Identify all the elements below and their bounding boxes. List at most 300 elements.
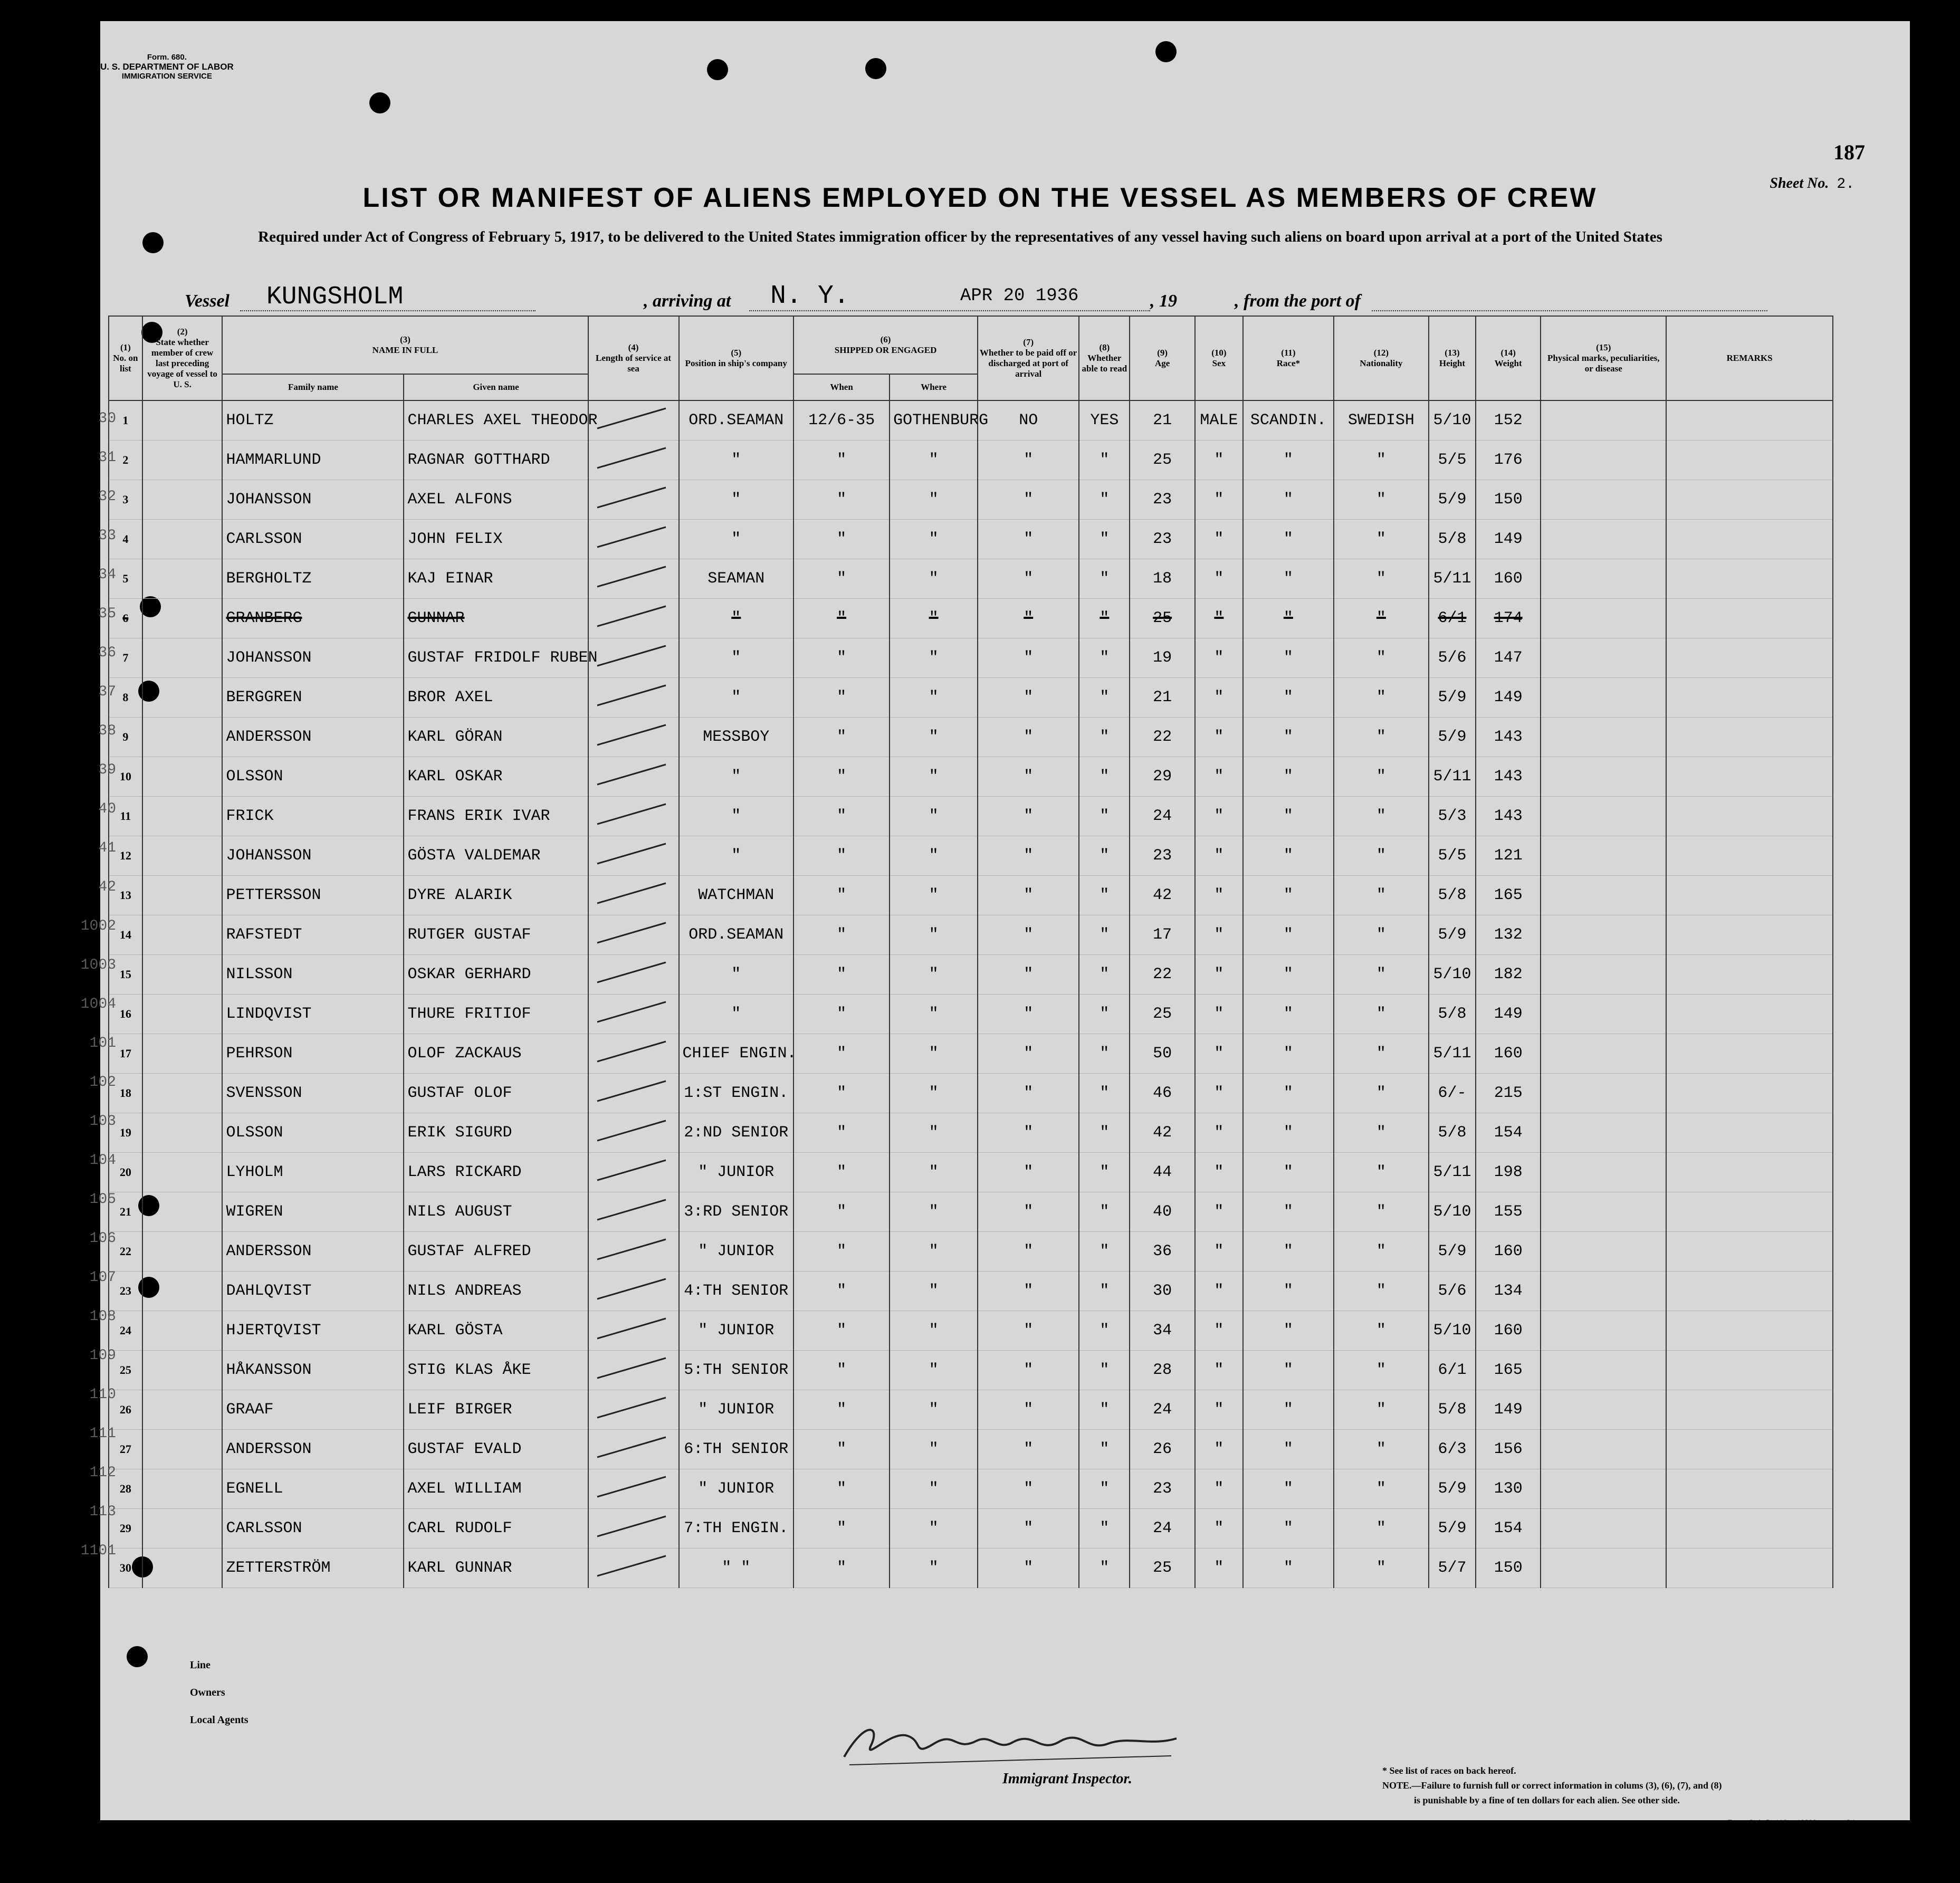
given-name: AXEL ALFONS — [404, 480, 588, 520]
nationality: " — [1334, 1549, 1429, 1588]
age: 30 — [1130, 1272, 1194, 1311]
able-to-read: " — [1079, 1034, 1130, 1074]
col-header-paid-off: (7) Whether to be paid off or discharged at port of arrival — [978, 316, 1079, 400]
age: 40 — [1130, 1192, 1194, 1232]
sex: " — [1195, 559, 1243, 599]
able-to-read: " — [1079, 1351, 1130, 1390]
col-header-sex: (10) Sex — [1195, 316, 1243, 400]
list-number: 16 — [109, 995, 142, 1034]
service-tick-mark — [592, 956, 671, 988]
physical-marks-cell — [1541, 915, 1666, 955]
remarks-cell — [1666, 1074, 1833, 1113]
race: " — [1243, 718, 1334, 757]
table-row — [109, 955, 1833, 995]
able-to-read: " — [1079, 797, 1130, 836]
race: " — [1243, 520, 1334, 559]
nationality: " — [1334, 1232, 1429, 1272]
sex: " — [1195, 1272, 1243, 1311]
paid-off: " — [978, 1430, 1079, 1469]
last-voyage-cell — [142, 1113, 223, 1153]
shipped-when: " — [793, 678, 890, 718]
shipped-when: " — [793, 876, 890, 915]
physical-marks-cell — [1541, 1034, 1666, 1074]
physical-marks-cell — [1541, 1430, 1666, 1469]
col-header-when: When — [793, 374, 890, 400]
family-name: PEHRSON — [222, 1034, 404, 1074]
shipped-when: " — [793, 718, 890, 757]
able-to-read: " — [1079, 1469, 1130, 1509]
list-number: 25 — [109, 1351, 142, 1390]
margin-line-number: 41 — [98, 840, 116, 856]
last-voyage-cell — [142, 1351, 223, 1390]
margin-line-number: 30 — [98, 410, 116, 427]
race: " — [1243, 480, 1334, 520]
able-to-read: " — [1079, 995, 1130, 1034]
family-name: WIGREN — [222, 1192, 404, 1232]
position: 6:TH SENIOR — [679, 1430, 794, 1469]
able-to-read: " — [1079, 1113, 1130, 1153]
remarks-cell — [1666, 757, 1833, 797]
list-number: 24 — [109, 1311, 142, 1351]
list-number: 12 — [109, 836, 142, 876]
sex: " — [1195, 599, 1243, 638]
margin-line-number: 1002 — [80, 918, 116, 934]
remarks-cell — [1666, 480, 1833, 520]
able-to-read: " — [1079, 638, 1130, 678]
able-to-read: " — [1079, 1192, 1130, 1232]
shipped-when: " — [793, 1074, 890, 1113]
table-row — [109, 1390, 1833, 1430]
race: " — [1243, 1549, 1334, 1588]
nationality: " — [1334, 1430, 1429, 1469]
table-row — [109, 400, 1833, 441]
nationality: " — [1334, 638, 1429, 678]
sex: " — [1195, 1549, 1243, 1588]
able-to-read: " — [1079, 1272, 1130, 1311]
race: " — [1243, 915, 1334, 955]
service-tick-mark — [592, 1391, 671, 1423]
race: " — [1243, 638, 1334, 678]
nationality: " — [1334, 1113, 1429, 1153]
physical-marks-cell — [1541, 995, 1666, 1034]
physical-marks-cell — [1541, 1469, 1666, 1509]
margin-line-number: 33 — [98, 528, 116, 544]
sex: " — [1195, 638, 1243, 678]
sex: " — [1195, 441, 1243, 480]
weight: 215 — [1476, 1074, 1541, 1113]
physical-marks-cell — [1541, 638, 1666, 678]
nationality: " — [1334, 757, 1429, 797]
physical-marks-cell — [1541, 1390, 1666, 1430]
family-name: BERGHOLTZ — [222, 559, 404, 599]
able-to-read: " — [1079, 1311, 1130, 1351]
last-voyage-cell — [142, 520, 223, 559]
remarks-cell — [1666, 1509, 1833, 1549]
service-tick-mark — [592, 1273, 671, 1304]
service-tick-mark — [592, 600, 671, 632]
able-to-read: " — [1079, 718, 1130, 757]
last-voyage-cell — [142, 1509, 223, 1549]
list-number: 3 — [109, 480, 142, 520]
position: " JUNIOR — [679, 1390, 794, 1430]
given-name: KAJ EINAR — [404, 559, 588, 599]
punch-hole — [369, 92, 390, 113]
list-number: 2 — [109, 441, 142, 480]
given-name: KARL GÖRAN — [404, 718, 588, 757]
remarks-cell — [1666, 678, 1833, 718]
shipped-when: " — [793, 757, 890, 797]
document-subtitle: Required under Act of Congress of February 5, 1917, to be delivered to the United States immigration officer by the representatives of any vessel having such aliens on board upon arrival at a port of the United States — [258, 228, 1662, 245]
height: 5/9 — [1429, 915, 1476, 955]
table-row — [109, 1113, 1833, 1153]
col-header-last-voyage: (2) State whether member of crew last preceding voyage of vessel to U. S. — [142, 316, 223, 400]
weight: 165 — [1476, 1351, 1541, 1390]
service-tick-mark — [592, 1470, 671, 1502]
race: " — [1243, 876, 1334, 915]
height: 5/11 — [1429, 757, 1476, 797]
given-name: NILS ANDREAS — [404, 1272, 588, 1311]
table-row — [109, 678, 1833, 718]
shipped-when: " — [793, 1430, 890, 1469]
margin-line-number: 31 — [98, 450, 116, 466]
paid-off: " — [978, 1074, 1079, 1113]
family-name: HJERTQVIST — [222, 1311, 404, 1351]
height: 5/5 — [1429, 441, 1476, 480]
service-cell — [588, 520, 679, 559]
sheet-value: 2. — [1837, 176, 1854, 193]
race: " — [1243, 1311, 1334, 1351]
shipped-when: " — [793, 559, 890, 599]
table-row — [109, 520, 1833, 559]
margin-line-number: 38 — [98, 723, 116, 739]
position: " — [679, 995, 794, 1034]
service-tick-mark — [592, 758, 671, 790]
height: 5/11 — [1429, 559, 1476, 599]
sex: " — [1195, 1351, 1243, 1390]
list-number: 22 — [109, 1232, 142, 1272]
shipped-where: " — [890, 757, 978, 797]
col-header-read: (8) Whether able to read — [1079, 316, 1130, 400]
race: " — [1243, 1232, 1334, 1272]
height: 5/10 — [1429, 400, 1476, 441]
last-voyage-cell — [142, 678, 223, 718]
family-name: ANDERSSON — [222, 718, 404, 757]
family-name: DAHLQVIST — [222, 1272, 404, 1311]
margin-line-number: 107 — [89, 1269, 116, 1286]
date-stamp: APR 20 1936 — [960, 286, 1079, 306]
height: 5/10 — [1429, 1192, 1476, 1232]
weight: 154 — [1476, 1509, 1541, 1549]
list-number: 29 — [109, 1509, 142, 1549]
sex: " — [1195, 1153, 1243, 1192]
paid-off: " — [978, 876, 1079, 915]
able-to-read: YES — [1079, 400, 1130, 441]
last-voyage-cell — [142, 1390, 223, 1430]
sex: " — [1195, 836, 1243, 876]
race: " — [1243, 836, 1334, 876]
weight: 134 — [1476, 1272, 1541, 1311]
last-voyage-cell — [142, 441, 223, 480]
race: " — [1243, 1074, 1334, 1113]
weight: 160 — [1476, 1034, 1541, 1074]
shipped-when: " — [793, 955, 890, 995]
height: 6/1 — [1429, 1351, 1476, 1390]
family-name: BERGGREN — [222, 678, 404, 718]
physical-marks-cell — [1541, 520, 1666, 559]
nationality: " — [1334, 441, 1429, 480]
position: 5:TH SENIOR — [679, 1351, 794, 1390]
col-header-given-name: Given name — [404, 374, 588, 400]
service-tick-mark — [592, 679, 671, 711]
race: " — [1243, 1509, 1334, 1549]
physical-marks-cell — [1541, 1113, 1666, 1153]
table-row — [109, 797, 1833, 836]
table-row — [109, 441, 1833, 480]
list-number: 18 — [109, 1074, 142, 1113]
last-voyage-cell — [142, 559, 223, 599]
height: 5/9 — [1429, 1232, 1476, 1272]
printer-imprint: OBSTADIUS BOKTRYCKERI A-B 23917 — [190, 1819, 314, 1827]
race: " — [1243, 559, 1334, 599]
sex: " — [1195, 995, 1243, 1034]
sex: " — [1195, 1074, 1243, 1113]
position: CHIEF ENGIN. — [679, 1034, 794, 1074]
weight: 165 — [1476, 876, 1541, 915]
service-tick-mark — [592, 1075, 671, 1106]
service-cell — [588, 1192, 679, 1232]
physical-marks-cell — [1541, 480, 1666, 520]
height: 5/9 — [1429, 1509, 1476, 1549]
form-number: Form. 680. — [147, 53, 187, 62]
weight: 182 — [1476, 955, 1541, 995]
nationality: SWEDISH — [1334, 400, 1429, 441]
age: 50 — [1130, 1034, 1194, 1074]
paid-off: " — [978, 757, 1079, 797]
weight: 132 — [1476, 915, 1541, 955]
crew-manifest-table — [108, 316, 1833, 1588]
service-tick-mark — [592, 798, 671, 829]
margin-line-number: 111 — [89, 1426, 116, 1442]
sex: " — [1195, 1469, 1243, 1509]
position: " — [679, 599, 794, 638]
last-voyage-cell — [142, 876, 223, 915]
department-name: U. S. DEPARTMENT OF LABOR — [100, 62, 234, 72]
physical-marks-cell — [1541, 876, 1666, 915]
nationality: " — [1334, 1272, 1429, 1311]
footer-labels — [190, 1651, 248, 1734]
list-number: 15 — [109, 955, 142, 995]
table-row — [109, 1232, 1833, 1272]
service-cell — [588, 718, 679, 757]
nationality: " — [1334, 678, 1429, 718]
sex: " — [1195, 1232, 1243, 1272]
position: 3:RD SENIOR — [679, 1192, 794, 1232]
nationality: " — [1334, 915, 1429, 955]
physical-marks-cell — [1541, 441, 1666, 480]
list-number: 5 — [109, 559, 142, 599]
service-cell — [588, 678, 679, 718]
table-row — [109, 1034, 1833, 1074]
family-name: JOHANSSON — [222, 480, 404, 520]
sex: " — [1195, 1311, 1243, 1351]
col-header-physical-marks: (15) Physical marks, peculiarities, or disease — [1541, 316, 1666, 400]
table-row — [109, 559, 1833, 599]
given-name: THURE FRITIOF — [404, 995, 588, 1034]
age: 24 — [1130, 797, 1194, 836]
paid-off: " — [978, 1469, 1079, 1509]
shipped-where: GOTHENBURG — [890, 400, 978, 441]
physical-marks-cell — [1541, 559, 1666, 599]
list-number: 4 — [109, 520, 142, 559]
nationality: " — [1334, 1034, 1429, 1074]
position: WATCHMAN — [679, 876, 794, 915]
penalty-note-cont: is punishable by a fine of ten dollars for each alien. See other side. — [1414, 1795, 1680, 1805]
physical-marks-cell — [1541, 1232, 1666, 1272]
paid-off: " — [978, 1113, 1079, 1153]
list-number: 28 — [109, 1469, 142, 1509]
remarks-cell — [1666, 915, 1833, 955]
physical-marks-cell — [1541, 1074, 1666, 1113]
position: " — [679, 678, 794, 718]
position: " JUNIOR — [679, 1153, 794, 1192]
shipped-where: " — [890, 678, 978, 718]
remarks-cell — [1666, 995, 1833, 1034]
list-number: 11 — [109, 797, 142, 836]
nationality: " — [1334, 876, 1429, 915]
shipped-when: 12/6-35 — [793, 400, 890, 441]
family-name: OLSSON — [222, 1113, 404, 1153]
col-header-no: (1) No. on list — [109, 316, 142, 400]
shipped-where: " — [890, 599, 978, 638]
inspector-signature — [834, 1715, 1192, 1773]
weight: 149 — [1476, 1390, 1541, 1430]
height: 5/6 — [1429, 1272, 1476, 1311]
able-to-read: " — [1079, 1153, 1130, 1192]
paid-off: " — [978, 638, 1079, 678]
race: " — [1243, 1351, 1334, 1390]
weight: 150 — [1476, 1549, 1541, 1588]
able-to-read: " — [1079, 915, 1130, 955]
height: 5/5 — [1429, 836, 1476, 876]
physical-marks-cell — [1541, 797, 1666, 836]
given-name: ERIK SIGURD — [404, 1113, 588, 1153]
weight: 143 — [1476, 757, 1541, 797]
weight: 176 — [1476, 441, 1541, 480]
table-row — [109, 1469, 1833, 1509]
nationality: " — [1334, 1311, 1429, 1351]
service-tick-mark — [592, 1550, 671, 1581]
margin-line-number: 40 — [98, 801, 116, 817]
shipped-where: " — [890, 638, 978, 678]
able-to-read: " — [1079, 599, 1130, 638]
nationality: " — [1334, 1153, 1429, 1192]
physical-marks-cell — [1541, 400, 1666, 441]
shipped-when: " — [793, 797, 890, 836]
physical-marks-cell — [1541, 1153, 1666, 1192]
remarks-cell — [1666, 1192, 1833, 1232]
weight: 155 — [1476, 1192, 1541, 1232]
paid-off: " — [978, 520, 1079, 559]
shipped-where: " — [890, 1232, 978, 1272]
shipped-when: " — [793, 599, 890, 638]
service-tick-mark — [592, 837, 671, 869]
shipped-when: " — [793, 915, 890, 955]
last-voyage-cell — [142, 1549, 223, 1588]
race: " — [1243, 1192, 1334, 1232]
able-to-read: " — [1079, 1074, 1130, 1113]
list-number: 19 — [109, 1113, 142, 1153]
family-name: ANDERSSON — [222, 1232, 404, 1272]
given-name: OLOF ZACKAUS — [404, 1034, 588, 1074]
table-row — [109, 836, 1833, 876]
shipped-when: " — [793, 1153, 890, 1192]
family-name: FRICK — [222, 797, 404, 836]
service-cell — [588, 1113, 679, 1153]
service-tick-mark — [592, 521, 671, 552]
sex: MALE — [1195, 400, 1243, 441]
last-voyage-cell — [142, 1311, 223, 1351]
position: " " — [679, 1549, 794, 1588]
vessel-line — [185, 281, 1767, 317]
margin-line-number: 103 — [89, 1113, 116, 1130]
nationality: " — [1334, 520, 1429, 559]
age: 26 — [1130, 1430, 1194, 1469]
shipped-where: " — [890, 995, 978, 1034]
last-voyage-cell — [142, 1074, 223, 1113]
shipped-when: " — [793, 1509, 890, 1549]
col-header-family-name: Family name — [222, 374, 404, 400]
last-voyage-cell — [142, 599, 223, 638]
family-name: LINDQVIST — [222, 995, 404, 1034]
given-name: STIG KLAS ÅKE — [404, 1351, 588, 1390]
given-name: NILS AUGUST — [404, 1192, 588, 1232]
given-name: GUSTAF ALFRED — [404, 1232, 588, 1272]
physical-marks-cell — [1541, 1509, 1666, 1549]
service-cell — [588, 1430, 679, 1469]
margin-line-number: 110 — [89, 1387, 116, 1403]
physical-marks-cell — [1541, 955, 1666, 995]
shipped-when: " — [793, 1113, 890, 1153]
list-number: 9 — [109, 718, 142, 757]
shipped-where: " — [890, 1509, 978, 1549]
position: " — [679, 836, 794, 876]
shipped-where: " — [890, 1430, 978, 1469]
height: 5/10 — [1429, 955, 1476, 995]
vessel-label: Vessel — [185, 291, 230, 311]
race: " — [1243, 757, 1334, 797]
shipped-when: " — [793, 480, 890, 520]
height: 5/11 — [1429, 1153, 1476, 1192]
physical-marks-cell — [1541, 757, 1666, 797]
table-row — [109, 718, 1833, 757]
remarks-cell — [1666, 1390, 1833, 1430]
physical-marks-cell — [1541, 1192, 1666, 1232]
punch-hole — [1155, 41, 1177, 62]
table-row — [109, 480, 1833, 520]
sex: " — [1195, 718, 1243, 757]
last-voyage-cell — [142, 1430, 223, 1469]
paid-off: " — [978, 480, 1079, 520]
age: 21 — [1130, 400, 1194, 441]
age: 21 — [1130, 678, 1194, 718]
age: 28 — [1130, 1351, 1194, 1390]
weight: 143 — [1476, 797, 1541, 836]
table-row — [109, 599, 1833, 638]
list-number: 23 — [109, 1272, 142, 1311]
shipped-where: " — [890, 1192, 978, 1232]
margin-line-number: 112 — [89, 1465, 116, 1481]
shipped-when: " — [793, 1034, 890, 1074]
